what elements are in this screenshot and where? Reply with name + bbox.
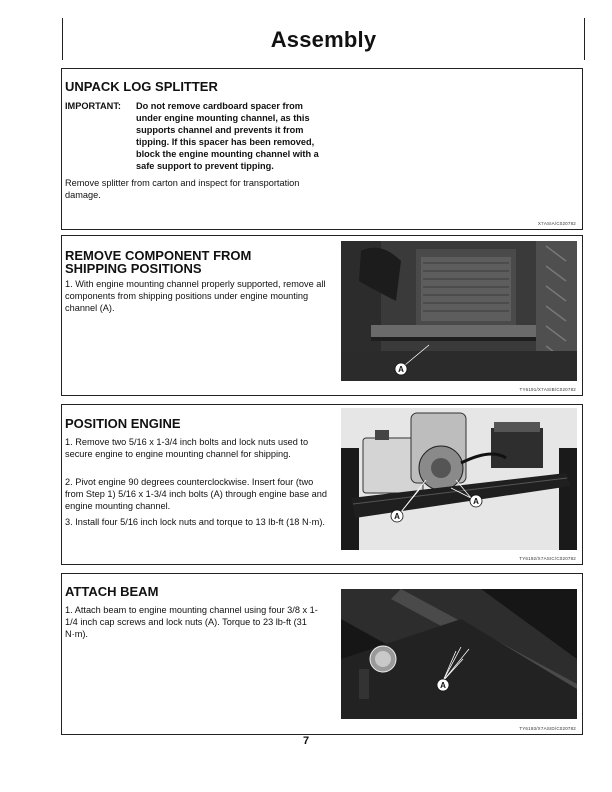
step-1: 1. Remove two 5/16 x 1-3/4 inch bolts and lock nuts used to secure engine to engine mounting channel for shipping. [65, 437, 309, 459]
section-title: ATTACH BEAM [65, 584, 159, 599]
figure-reference: X7ASIA/C020782 [537, 221, 576, 226]
section-position-engine [61, 404, 583, 565]
figure-reference: TY6191/X7ASIB/C020782 [519, 387, 576, 392]
callout-a: A [440, 681, 446, 690]
photo-beam-attach [341, 589, 577, 719]
section-title: UNPACK LOG SPLITTER [65, 79, 218, 94]
page-title: Assembly [270, 27, 377, 52]
callout-a-left: A [394, 512, 400, 521]
callout-a-right: A [473, 497, 479, 506]
figure-reference: TY6193/X7ASID/C020782 [519, 726, 576, 731]
important-text: Do not remove cardboard spacer from under engine mounting channel, as this supports channel and prevents it from tipping. If this spacer has been removed, block the engine mounting channel with a safe support to prevent tipping. [136, 101, 319, 171]
section-unpack-log-splitter [61, 68, 583, 230]
section-body: Remove splitter from carton and inspect for transportation damage. [65, 178, 300, 200]
photo-engine-channel [341, 241, 577, 381]
step-2: 2. Pivot engine 90 degrees counterclockwise. Insert four (two from Step 1) 5/16 x 1-3/4 inch bolts (A) through engine base and engine mounting channel. [65, 477, 328, 511]
section-title: POSITION ENGINE [65, 416, 181, 431]
step-3: 3. Install four 5/16 inch lock nuts and torque to 13 lb-ft (18 N·m). [65, 517, 325, 527]
page-header [62, 18, 585, 60]
important-label: IMPORTANT: [65, 101, 121, 111]
step-1: 1. Attach beam to engine mounting channel using four 3/8 x 1-1/4 inch cap screws and lock nuts (A). Torque to 23 lb-ft (31 N·m). [65, 605, 318, 639]
callout-a: A [398, 365, 404, 374]
section-remove-component [61, 235, 583, 396]
section-attach-beam [61, 573, 583, 735]
section-title-line2: SHIPPING POSITIONS [65, 261, 202, 276]
figure-reference: TY6192/X7ASIC/C020782 [519, 556, 576, 561]
section-title-line1: REMOVE COMPONENT FROM [65, 248, 252, 263]
photo-engine-bolts [341, 408, 577, 550]
step-1: 1. With engine mounting channel properly supported, remove all components from shipping positions under engine mounting channel (A). [65, 279, 326, 313]
page-number: 7 [302, 735, 310, 747]
